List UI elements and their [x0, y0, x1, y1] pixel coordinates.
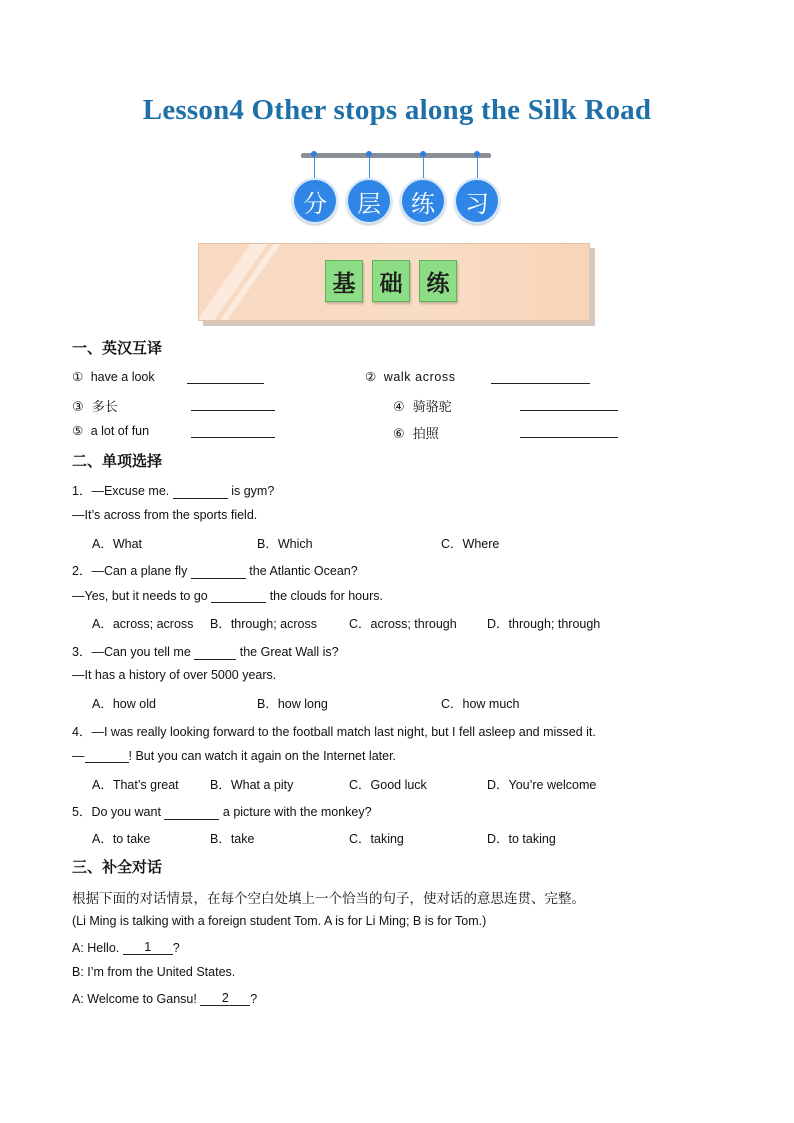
dialogue-text: ? — [250, 992, 258, 1006]
dialogue-text: ? — [172, 941, 180, 955]
question-text: — — [72, 749, 85, 763]
answer-line[interactable] — [520, 437, 618, 438]
answer-line[interactable] — [191, 437, 275, 438]
answer-line[interactable] — [491, 383, 590, 384]
question-text: 5．Do you want — [72, 805, 165, 819]
question-3 — [72, 642, 339, 660]
question-text: a picture with the monkey? — [219, 805, 372, 819]
header-pin — [420, 151, 426, 157]
option-c[interactable]: C．Where — [441, 537, 500, 551]
banner-char-tile: 础 — [372, 260, 410, 302]
header-pin — [366, 151, 372, 157]
header-stem — [369, 158, 370, 180]
option-d[interactable]: D．through; through — [487, 617, 601, 631]
section3-heading: 三、补全对话 — [72, 858, 163, 876]
question-4-reply — [72, 748, 396, 763]
question-text: is gym? — [227, 484, 275, 498]
vocab-number: ② — [365, 370, 377, 384]
question-text: 2．—Can a plane fly — [72, 564, 191, 578]
question-text: 1．—Excuse me. — [72, 484, 173, 498]
vocab-text: have a look — [90, 370, 155, 384]
header-pin — [474, 151, 480, 157]
header-pin — [311, 151, 317, 157]
option-a[interactable]: A．What — [92, 537, 143, 551]
vocab-item — [393, 396, 452, 415]
header-bar — [301, 153, 491, 158]
option-a[interactable]: A．That’s great — [92, 778, 179, 792]
option-c[interactable]: C．how much — [441, 697, 520, 711]
question-1 — [72, 481, 274, 499]
answer-blank[interactable] — [211, 588, 266, 603]
vocab-number: ① — [72, 370, 84, 384]
vocab-text: 骑骆驼 — [412, 400, 452, 415]
dialogue-line — [72, 940, 180, 955]
option-a[interactable]: A．how old — [92, 697, 156, 711]
question-3-reply: —It has a history of over 5000 years. — [72, 668, 277, 682]
option-b[interactable]: B．What a pity — [210, 778, 294, 792]
header-char-circle: 练 — [400, 178, 446, 224]
option-b[interactable]: B．Which — [257, 537, 313, 551]
banner-char-tile: 基 — [325, 260, 363, 302]
vocab-item — [72, 396, 118, 415]
page-title: Lesson4 Other stops along the Silk Road — [142, 94, 652, 126]
question-2-reply — [72, 588, 383, 603]
question-text: the Atlantic Ocean? — [245, 564, 358, 578]
vocab-item — [365, 369, 456, 384]
option-b[interactable]: B．take — [210, 832, 255, 846]
option-d[interactable]: D．to taking — [487, 832, 556, 846]
dialogue-text: A: Welcome to Gansu! — [72, 992, 201, 1006]
header-char-circle: 层 — [346, 178, 392, 224]
question-text: the clouds for hours. — [266, 589, 383, 603]
option-c[interactable]: C．across; through — [349, 617, 457, 631]
section3-instruction: 根据下面的对话情景，在每个空白处填上一个恰当的句子，使对话的意思连贯、完整。 — [72, 891, 585, 907]
answer-blank[interactable] — [164, 805, 219, 820]
answer-blank[interactable] — [191, 564, 246, 579]
vocab-text: 多长 — [91, 400, 118, 415]
vocab-item — [72, 369, 155, 384]
vocab-text: 拍照 — [412, 427, 439, 442]
question-text: ! But you can watch it again on the Internet later. — [128, 749, 397, 763]
question-text: —Yes, but it needs to go — [72, 589, 212, 603]
dialogue-line: B: I’m from the United States. — [72, 965, 236, 979]
vocab-number: ④ — [393, 400, 405, 415]
answer-blank[interactable] — [85, 748, 129, 763]
dialogue-blank[interactable]: 1 — [123, 940, 173, 955]
option-a[interactable]: A．across; across — [92, 617, 194, 631]
vocab-number: ⑤ — [72, 424, 84, 438]
option-c[interactable]: C．Good luck — [349, 778, 427, 792]
vocab-item — [393, 423, 439, 442]
vocab-number: ③ — [72, 400, 84, 415]
option-c[interactable]: C．taking — [349, 832, 404, 846]
answer-line[interactable] — [191, 410, 275, 411]
answer-blank[interactable] — [194, 645, 236, 660]
option-b[interactable]: B．through; across — [210, 617, 317, 631]
answer-line[interactable] — [520, 410, 618, 411]
vocab-number: ⑥ — [393, 427, 405, 442]
vocab-text: walk across — [383, 370, 456, 384]
question-1-reply: —It’s across from the sports field. — [72, 508, 258, 522]
dialogue-line — [72, 991, 257, 1006]
header-stem — [314, 158, 315, 180]
section1-heading: 一、英汉互译 — [72, 339, 163, 357]
option-a[interactable]: A．to take — [92, 832, 151, 846]
question-4: 4．—I was really looking forward to the football match last night, but I fell asleep and missed it. — [72, 725, 596, 739]
section3-context: (Li Ming is talking with a foreign student Tom. A is for Li Ming; B is for Tom.) — [72, 914, 487, 928]
question-text: the Great Wall is? — [236, 645, 339, 659]
answer-line[interactable] — [187, 383, 264, 384]
header-stem — [423, 158, 424, 180]
banner-char-tile: 练 — [419, 260, 457, 302]
question-5 — [72, 802, 372, 820]
header-stem — [477, 158, 478, 180]
question-2 — [72, 561, 358, 579]
dialogue-blank[interactable]: 2 — [200, 991, 250, 1006]
vocab-text: a lot of fun — [90, 424, 150, 438]
question-text: 3．—Can you tell me — [72, 645, 195, 659]
section2-heading: 二、单项选择 — [72, 452, 163, 470]
option-d[interactable]: D．You’re welcome — [487, 778, 597, 792]
vocab-item — [72, 423, 149, 438]
dialogue-text: A: Hello. — [72, 941, 123, 955]
answer-blank[interactable] — [173, 484, 228, 499]
header-char-circle: 习 — [454, 178, 500, 224]
header-char-circle: 分 — [292, 178, 338, 224]
option-b[interactable]: B．how long — [257, 697, 328, 711]
